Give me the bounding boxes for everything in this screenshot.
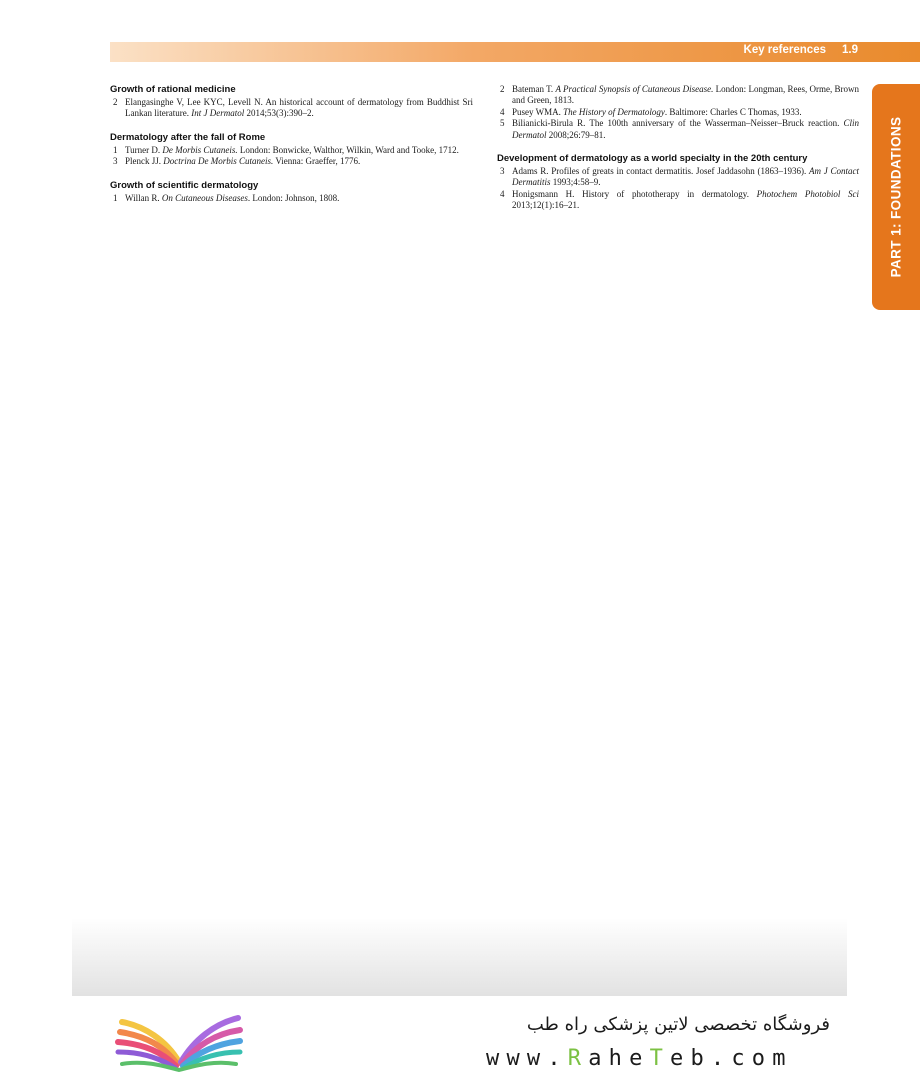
- reference-details: . Baltimore: Charles C Thomas, 1933.: [664, 106, 802, 117]
- header-text: [744, 44, 858, 56]
- reference-text: Plenck JJ.: [125, 156, 164, 167]
- reference-number: 5: [500, 118, 505, 129]
- reference-details: London: Longman, Rees, Orme, Brown and Green, 1813.: [512, 84, 859, 106]
- reference-details: Vienna: Graeffer, 1776.: [273, 156, 361, 167]
- reference-entry: [497, 84, 859, 107]
- url-part: www.: [486, 1046, 568, 1071]
- page-bottom-shadow: [72, 918, 847, 996]
- reference-text: Bilianicki-Birula R. The 100th anniversary of the Wasserman–Neisser–Bruck reaction.: [512, 118, 844, 129]
- reference-section: [497, 84, 859, 141]
- reference-source-italic: Am J Contact Dermatitis: [512, 166, 859, 188]
- reference-text: Willan R.: [125, 192, 162, 203]
- url-part: eb.com: [670, 1046, 793, 1071]
- section-heading: Development of dermatology as a world specialty in the 20th century: [497, 153, 808, 165]
- url-part-highlight: T: [649, 1046, 671, 1071]
- store-name-persian: فروشگاه تخصصی لاتین پزشکی راه طب: [526, 1014, 830, 1035]
- reference-text: Turner D.: [125, 144, 163, 155]
- reference-entry: [110, 97, 473, 120]
- reference-source-italic: De Morbis Cutaneis.: [162, 144, 238, 155]
- url-part-highlight: R: [567, 1046, 589, 1071]
- section-heading: Growth of scientific dermatology: [110, 179, 259, 191]
- section-heading: Growth of rational medicine: [110, 84, 236, 95]
- reference-text: Elangasinghe V, Lee KYC, Levell N. An historical account of dermatology from Buddhist Sri Lankan literature.: [125, 97, 473, 119]
- side-tab-label: PART 1: FOUNDATIONS: [888, 116, 904, 278]
- page-number: 1.9: [842, 44, 858, 56]
- reference-section: [110, 180, 473, 204]
- reference-number: 3: [113, 156, 118, 167]
- reference-text: Bateman T.: [512, 84, 556, 94]
- reference-details: 2013;12(1):16–21.: [512, 200, 580, 211]
- reference-source-italic: The History of Dermatology: [563, 106, 665, 117]
- reference-details: London: Bonwicke, Walthor, Wilkin, Ward and Tooke, 1712.: [237, 144, 459, 155]
- reference-number: 1: [113, 192, 118, 203]
- reference-text: Honigsmann H. History of phototherapy in dermatology.: [512, 188, 757, 199]
- reference-section: [497, 153, 859, 212]
- reference-entry: [497, 118, 859, 141]
- reference-text: Adams R. Profiles of greats in contact dermatitis. Josef Jaddasohn (1863–1936).: [512, 166, 809, 177]
- part-side-tab: [872, 84, 920, 310]
- section-heading: Dermatology after the fall of Rome: [110, 131, 266, 143]
- reference-entry: [110, 193, 473, 204]
- open-book-logo-icon: [114, 1010, 244, 1072]
- reference-source-italic: On Cutaneous Diseases: [161, 192, 248, 203]
- reference-entry: [497, 166, 859, 189]
- store-url: [486, 1046, 830, 1071]
- reference-number: 1: [113, 144, 118, 155]
- reference-details: 2014;53(3):390–2.: [244, 108, 314, 119]
- reference-details: . London: Johnson, 1808.: [247, 192, 340, 203]
- reference-number: 4: [500, 188, 505, 199]
- reference-entry: [497, 189, 859, 212]
- reference-source-italic: A Practical Synopsis of Cutaneous Disease.: [555, 84, 714, 94]
- reference-source-italic: Int J Dermatol: [191, 108, 245, 119]
- reference-section: [110, 132, 473, 168]
- reference-section: [110, 84, 473, 120]
- reference-details: 2008;26:79–81.: [546, 129, 606, 140]
- reference-entry: [497, 107, 859, 118]
- references-left-column: [110, 84, 473, 216]
- references-right-column: [497, 84, 859, 224]
- url-part: ahe: [588, 1046, 650, 1071]
- reference-source-italic: Photochem Photobiol Sci: [756, 188, 859, 199]
- reference-number: 2: [500, 84, 505, 94]
- reference-text: Pusey WMA.: [512, 106, 564, 117]
- reference-source-italic: Doctrina De Morbis Cutaneis.: [163, 156, 274, 167]
- reference-number: 2: [113, 97, 118, 107]
- reference-number: 4: [500, 106, 505, 117]
- reference-source-italic: Clin Dermatol: [512, 118, 859, 140]
- reference-entry: [110, 145, 473, 156]
- reference-entry: [110, 156, 473, 167]
- header-section-title: Key references: [743, 44, 826, 56]
- reference-details: 1993;4:58–9.: [550, 177, 601, 188]
- reference-number: 3: [500, 166, 505, 177]
- running-header: [110, 42, 920, 62]
